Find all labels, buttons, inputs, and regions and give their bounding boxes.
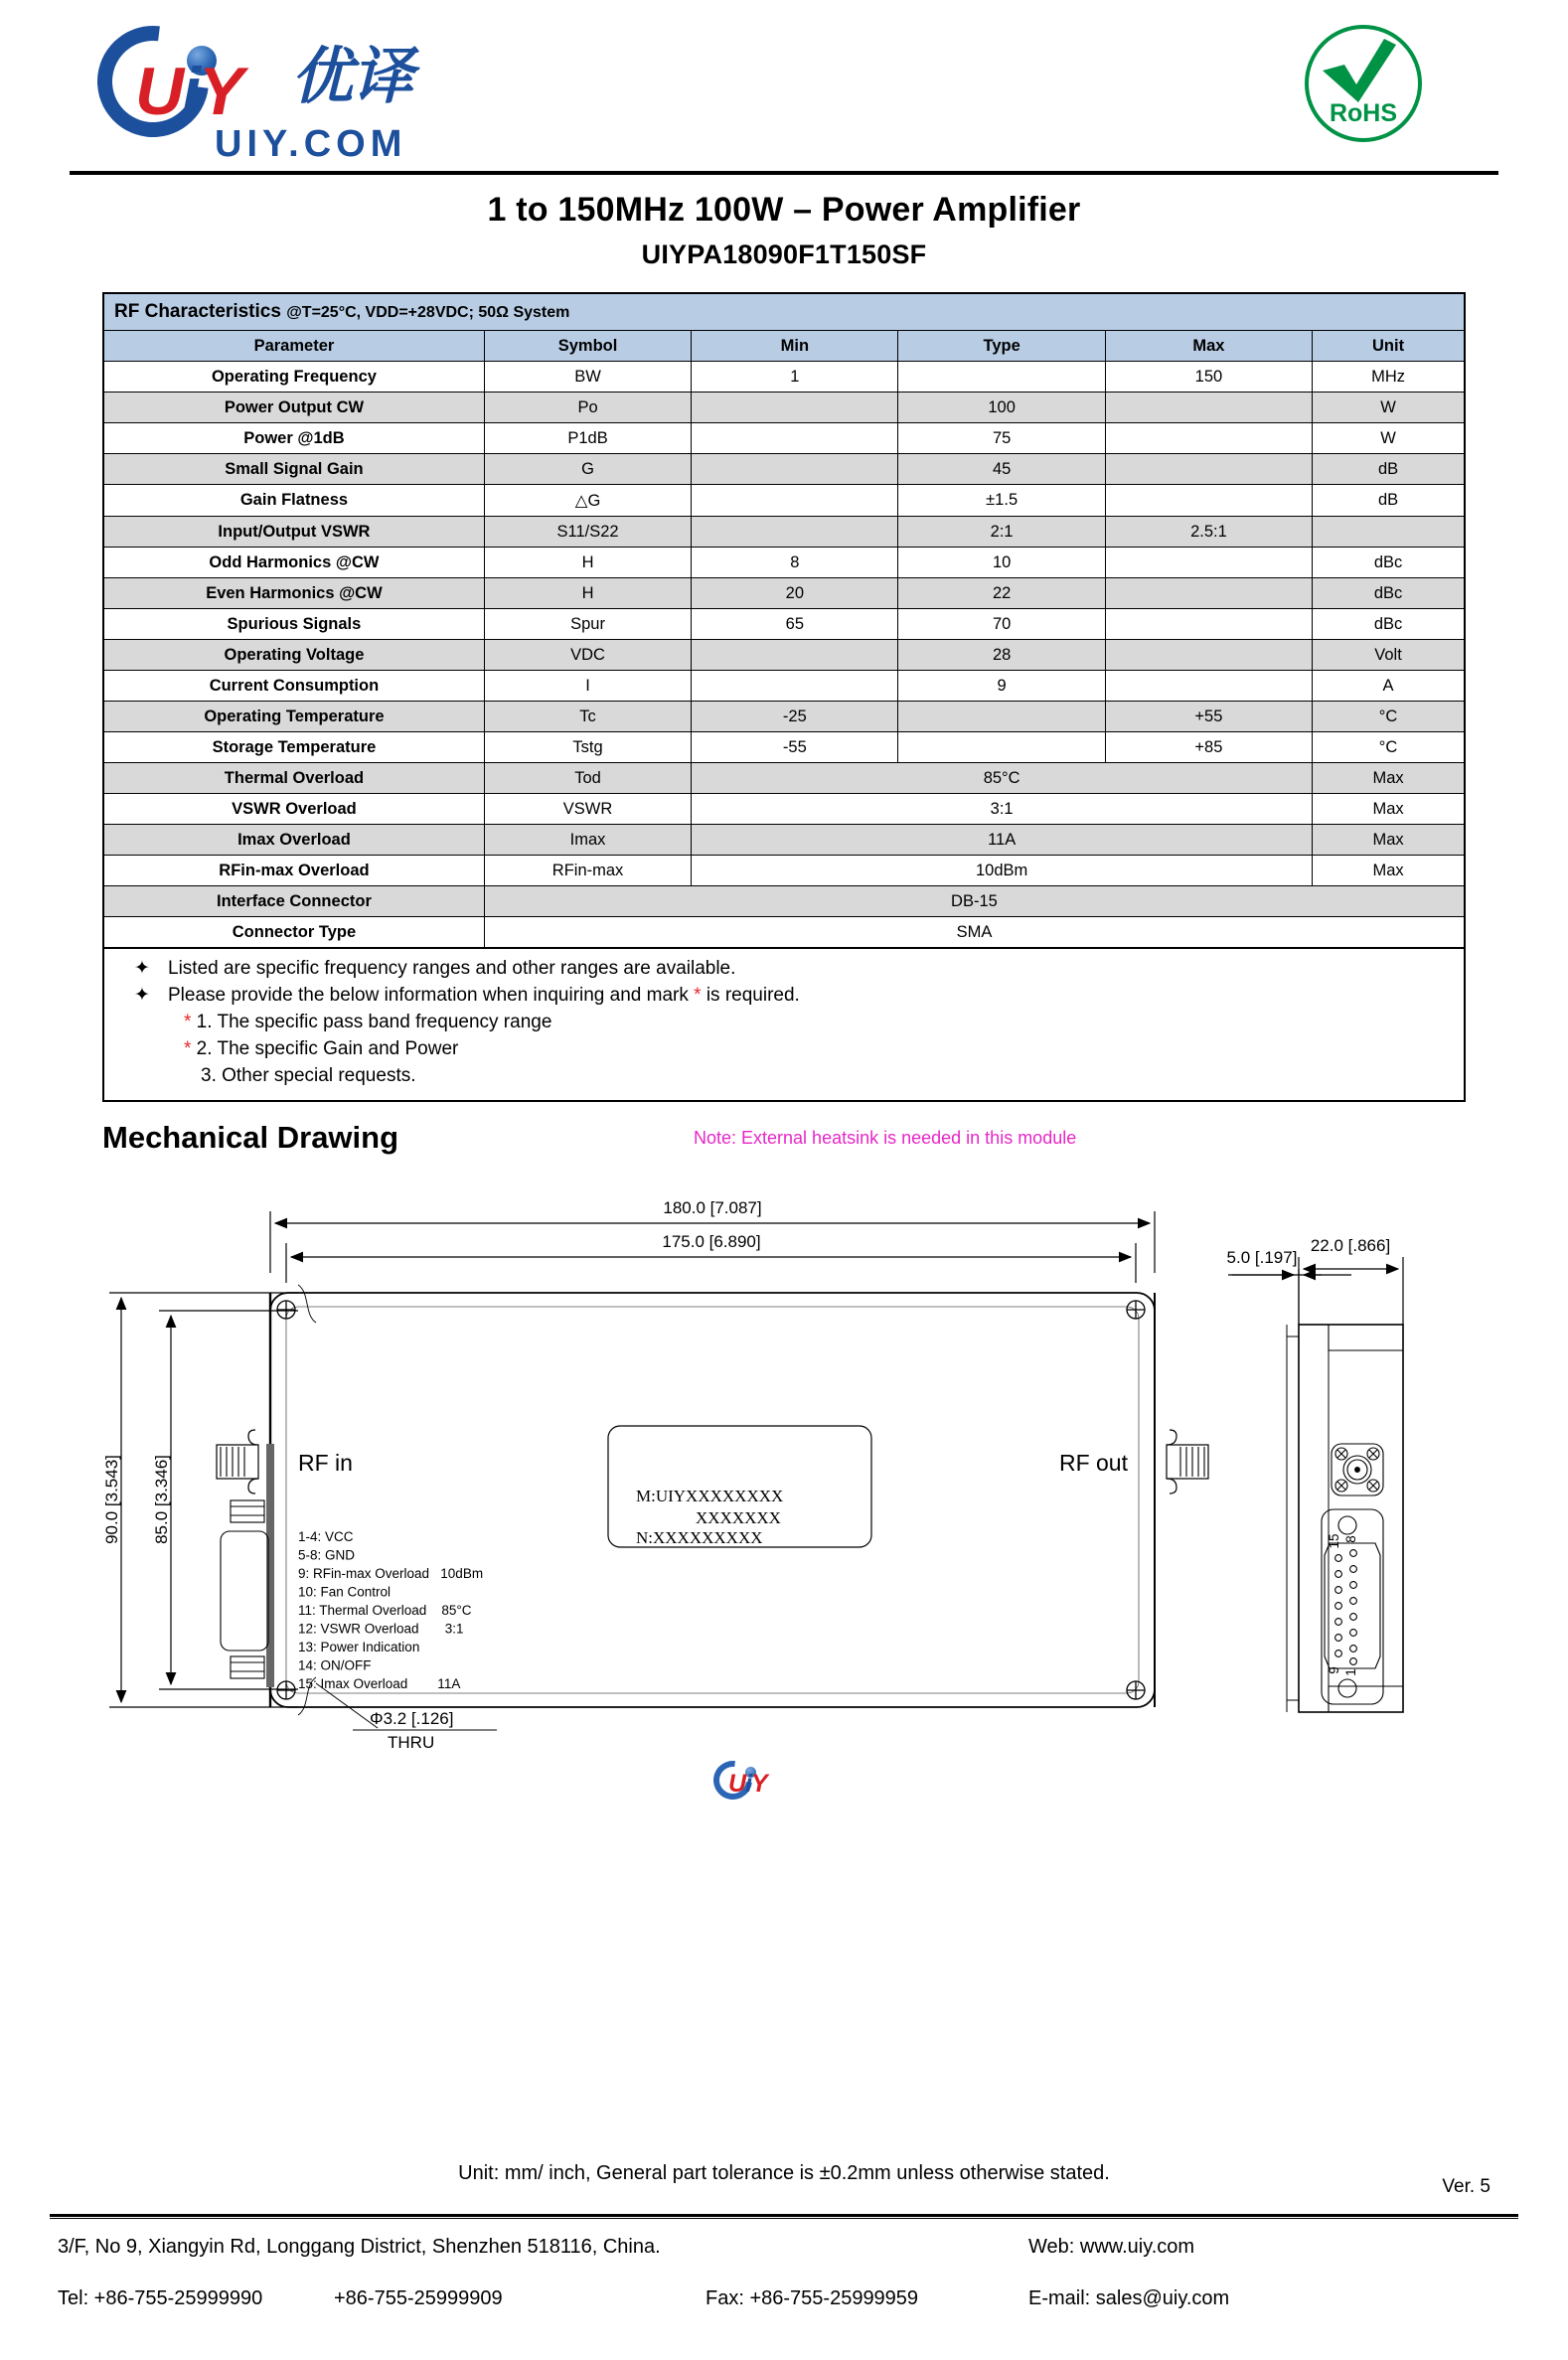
label-line-3: N:XXXXXXXXX (636, 1527, 763, 1547)
pinout-line: 10: Fan Control (298, 1584, 392, 1600)
heatsink-note: Note: External heatsink is needed in this module (694, 1127, 1077, 1148)
hole-thru-callout: THRU (388, 1732, 435, 1752)
cell-symbol: △G (484, 485, 691, 517)
cell-max: +85 (1105, 732, 1312, 763)
cell-value: DB-15 (484, 886, 1465, 917)
table-row (103, 517, 1465, 548)
mechanical-drawing-canvas (0, 1166, 1568, 1802)
note-item-2-text: 2. The specific Gain and Power (191, 1037, 459, 1059)
cell-unit: dBc (1313, 609, 1465, 640)
diamond-bullet-icon: ✦ (134, 958, 150, 979)
table-row (103, 794, 1465, 825)
table-row (103, 917, 1465, 949)
rohs-label: RoHS (1329, 99, 1398, 127)
pinout-line: 12: VSWR Overload 3:1 (298, 1621, 464, 1637)
company-website[interactable]: Web: www.uiy.com (1028, 2236, 1195, 2258)
note-2-text-a: Please provide the below information when inquiring and mark (168, 984, 695, 1006)
cell-min: -55 (692, 732, 898, 763)
pinout-line: 11: Thermal Overload 85°C (298, 1602, 472, 1618)
cell-type: 70 (898, 609, 1105, 640)
table-banner-cell (103, 293, 1465, 331)
cell-symbol: I (484, 671, 691, 702)
note-item-3-text: 3. Other special requests. (201, 1064, 416, 1086)
cell-parameter: RFin-max Overload (103, 856, 484, 886)
cell-min: 20 (692, 578, 898, 609)
cell-unit: MHz (1313, 362, 1465, 393)
cell-unit: dB (1313, 454, 1465, 485)
cell-type (898, 732, 1105, 763)
cell-max (1105, 578, 1312, 609)
note-bullet-2 (104, 983, 1464, 1010)
cell-unit (1313, 517, 1465, 548)
cell-parameter: Input/Output VSWR (103, 517, 484, 548)
cell-type: 9 (898, 671, 1105, 702)
cell-parameter: Small Signal Gain (103, 454, 484, 485)
banner-conditions: @T=25°C, VDD=+28VDC; 50Ω System (286, 304, 570, 321)
table-row (103, 393, 1465, 423)
cell-symbol: Tstg (484, 732, 691, 763)
asterisk-icon: * (694, 984, 702, 1006)
table-row (103, 671, 1465, 702)
note-item-2 (104, 1036, 1464, 1063)
cell-symbol: S11/S22 (484, 517, 691, 548)
cell-symbol: Tc (484, 702, 691, 732)
cell-max (1105, 548, 1312, 578)
pinout-line: 1-4: VCC (298, 1528, 354, 1544)
rohs-check-icon (1319, 37, 1408, 108)
dim-hole-height: 85.0 [3.346] (152, 1454, 171, 1544)
pinout-line: 15: Imax Overload 11A (298, 1675, 461, 1691)
cell-max (1105, 454, 1312, 485)
cell-value: 10dBm (692, 856, 1313, 886)
cell-min (692, 454, 898, 485)
cell-min (692, 640, 898, 671)
table-column-header-row (103, 331, 1465, 362)
page-title: 1 to 150MHz 100W – Power Amplifier (487, 191, 1081, 229)
uiy-company-logo (87, 18, 485, 165)
cell-min (692, 671, 898, 702)
cell-symbol: VSWR (484, 794, 691, 825)
cell-parameter: Even Harmonics @CW (103, 578, 484, 609)
column-header-unit: Unit (1313, 331, 1465, 362)
cell-type: 10 (898, 548, 1105, 578)
cell-parameter: Power Output CW (103, 393, 484, 423)
pinout-line: 9: RFin-max Overload 10dBm (298, 1565, 484, 1581)
cell-symbol: Po (484, 393, 691, 423)
cell-max (1105, 671, 1312, 702)
dim-side-width: 22.0 [.866] (1310, 1235, 1391, 1255)
cell-parameter: Thermal Overload (103, 763, 484, 794)
rf-in-label: RF in (298, 1449, 353, 1476)
table-row (103, 886, 1465, 917)
cell-parameter: Odd Harmonics @CW (103, 548, 484, 578)
company-fax: Fax: +86-755-25999959 (706, 2287, 919, 2309)
column-header-type: Type (898, 331, 1105, 362)
cell-parameter: Operating Frequency (103, 362, 484, 393)
cell-parameter: Current Consumption (103, 671, 484, 702)
dim-overall-height: 90.0 [3.543] (102, 1454, 121, 1544)
unit-tolerance-note: Unit: mm/ inch, General part tolerance is ±0.2mm unless otherwise stated. (458, 2162, 1110, 2184)
cell-unit: °C (1313, 702, 1465, 732)
table-row (103, 423, 1465, 454)
rf-characteristics-table (102, 292, 1466, 949)
label-logo-wordmark: UiY (728, 1770, 767, 1798)
cell-unit: Max (1313, 825, 1465, 856)
table-banner-row (103, 293, 1465, 331)
note-bullet-1 (104, 956, 1464, 983)
table-row (103, 609, 1465, 640)
logo-chinese-name: 优译 (291, 40, 413, 112)
cell-unit: dBc (1313, 578, 1465, 609)
cell-parameter: Spurious Signals (103, 609, 484, 640)
company-email[interactable]: E-mail: sales@uiy.com (1028, 2287, 1230, 2309)
pinout-line: 13: Power Indication (298, 1639, 420, 1654)
cell-type: 22 (898, 578, 1105, 609)
footer-row-address (0, 2226, 1568, 2278)
note-2-text-b: is required. (701, 984, 800, 1006)
notes-block (102, 949, 1466, 1102)
cell-unit: Max (1313, 763, 1465, 794)
cell-parameter: Gain Flatness (103, 485, 484, 517)
db15-pinout-list (298, 1529, 483, 1691)
column-header-symbol: Symbol (484, 331, 691, 362)
label-line-1: M:UIYXXXXXXXX (636, 1486, 784, 1505)
dim-side-offset: 5.0 [.197] (1226, 1247, 1298, 1267)
cell-unit: dB (1313, 485, 1465, 517)
company-tel: Tel: +86-755-25999990 (58, 2287, 263, 2309)
cell-symbol: BW (484, 362, 691, 393)
cell-symbol: H (484, 578, 691, 609)
cell-symbol: VDC (484, 640, 691, 671)
cell-unit: Max (1313, 856, 1465, 886)
cell-parameter: Connector Type (103, 917, 484, 949)
cell-min: 8 (692, 548, 898, 578)
cell-max: +55 (1105, 702, 1312, 732)
table-row (103, 702, 1465, 732)
cell-unit: A (1313, 671, 1465, 702)
company-address: 3/F, No 9, Xiangyin Rd, Longgang District, Shenzhen 518116, China. (58, 2236, 661, 2258)
mechanical-drawing-header (102, 1120, 1466, 1164)
company-tel-2: +86-755-25999909 (334, 2287, 503, 2309)
page-footer (0, 2226, 1568, 2329)
drawing-svg (0, 1166, 1568, 1802)
version-label: Ver. 5 (1442, 2176, 1490, 2197)
label-uiy-logo (711, 1760, 801, 1802)
cell-type: 100 (898, 393, 1105, 423)
diamond-bullet-icon: ✦ (134, 984, 150, 1006)
table-row (103, 640, 1465, 671)
cell-symbol: H (484, 548, 691, 578)
cell-parameter: Power @1dB (103, 423, 484, 454)
page-header (0, 0, 1568, 177)
cell-parameter: Storage Temperature (103, 732, 484, 763)
cell-max (1105, 640, 1312, 671)
table-row (103, 485, 1465, 517)
logo-domain-text: UIY.COM (215, 123, 407, 165)
cell-symbol: RFin-max (484, 856, 691, 886)
hole-dia-callout: Φ3.2 [.126] (370, 1708, 454, 1728)
cell-symbol: Tod (484, 763, 691, 794)
pinout-line: 14: ON/OFF (298, 1657, 372, 1673)
cell-max (1105, 485, 1312, 517)
header-divider (70, 171, 1498, 175)
cell-unit: dBc (1313, 548, 1465, 578)
table-row (103, 856, 1465, 886)
cell-parameter: Operating Temperature (103, 702, 484, 732)
cell-type: 45 (898, 454, 1105, 485)
rohs-badge (1305, 25, 1422, 142)
cell-min: 1 (692, 362, 898, 393)
part-number: UIYPA18090F1T150SF (641, 239, 927, 269)
cell-symbol: Spur (484, 609, 691, 640)
footer-divider (50, 2214, 1518, 2219)
cell-type: ±1.5 (898, 485, 1105, 517)
cell-type (898, 362, 1105, 393)
table-body (103, 293, 1465, 948)
cell-value: 85°C (692, 763, 1313, 794)
cell-unit: °C (1313, 732, 1465, 763)
footer-row-contact (0, 2278, 1568, 2329)
cell-unit: W (1313, 423, 1465, 454)
cell-unit: W (1313, 393, 1465, 423)
label-line-2: XXXXXXX (696, 1507, 781, 1527)
table-row (103, 732, 1465, 763)
cell-unit: Max (1313, 794, 1465, 825)
note-item-1 (104, 1010, 1464, 1036)
table-row (103, 763, 1465, 794)
note-item-1-text: 1. The specific pass band frequency range (191, 1011, 552, 1032)
rf-characteristics-section (102, 292, 1466, 949)
logo-wordmark: UiY (135, 54, 242, 129)
cell-max (1105, 423, 1312, 454)
cell-max (1105, 609, 1312, 640)
cell-symbol: P1dB (484, 423, 691, 454)
banner-title: RF Characteristics (114, 301, 287, 322)
cell-min (692, 393, 898, 423)
mechanical-drawing-title: Mechanical Drawing (102, 1119, 399, 1155)
cell-max (1105, 393, 1312, 423)
cell-symbol: Imax (484, 825, 691, 856)
db15-pin-9-label: 9 (1327, 1666, 1341, 1674)
rf-out-label: RF out (1058, 1449, 1128, 1476)
column-header-parameter: Parameter (103, 331, 484, 362)
note-item-3 (104, 1063, 1464, 1090)
column-header-max: Max (1105, 331, 1312, 362)
asterisk-icon: * (184, 1037, 192, 1059)
table-row (103, 825, 1465, 856)
table-row (103, 454, 1465, 485)
cell-value: SMA (484, 917, 1465, 949)
cell-min (692, 423, 898, 454)
cell-symbol: G (484, 454, 691, 485)
cell-type: 75 (898, 423, 1105, 454)
dim-hole-width: 175.0 [6.890] (662, 1231, 761, 1251)
column-header-min: Min (692, 331, 898, 362)
cell-parameter: VSWR Overload (103, 794, 484, 825)
cell-parameter: Imax Overload (103, 825, 484, 856)
cell-max: 150 (1105, 362, 1312, 393)
db15-pin-15-label: 15 (1327, 1533, 1341, 1549)
table-row (103, 578, 1465, 609)
cell-value: 11A (692, 825, 1313, 856)
cell-min: -25 (692, 702, 898, 732)
asterisk-icon: * (184, 1011, 192, 1032)
cell-value: 3:1 (692, 794, 1313, 825)
cell-type (898, 702, 1105, 732)
cell-parameter: Interface Connector (103, 886, 484, 917)
cell-min (692, 485, 898, 517)
pinout-line: 5-8: GND (298, 1547, 356, 1563)
cell-type: 2:1 (898, 517, 1105, 548)
table-row (103, 548, 1465, 578)
cell-min: 65 (692, 609, 898, 640)
db15-pin-1-label: 1 (1343, 1668, 1358, 1676)
cell-unit: Volt (1313, 640, 1465, 671)
cell-min (692, 517, 898, 548)
table-row (103, 362, 1465, 393)
note-1-text: Listed are specific frequency ranges and other ranges are available. (168, 958, 736, 979)
dim-overall-width: 180.0 [7.087] (663, 1197, 762, 1217)
cell-max: 2.5:1 (1105, 517, 1312, 548)
cell-parameter: Operating Voltage (103, 640, 484, 671)
cell-type: 28 (898, 640, 1105, 671)
db15-pin-8-label: 8 (1343, 1535, 1358, 1543)
